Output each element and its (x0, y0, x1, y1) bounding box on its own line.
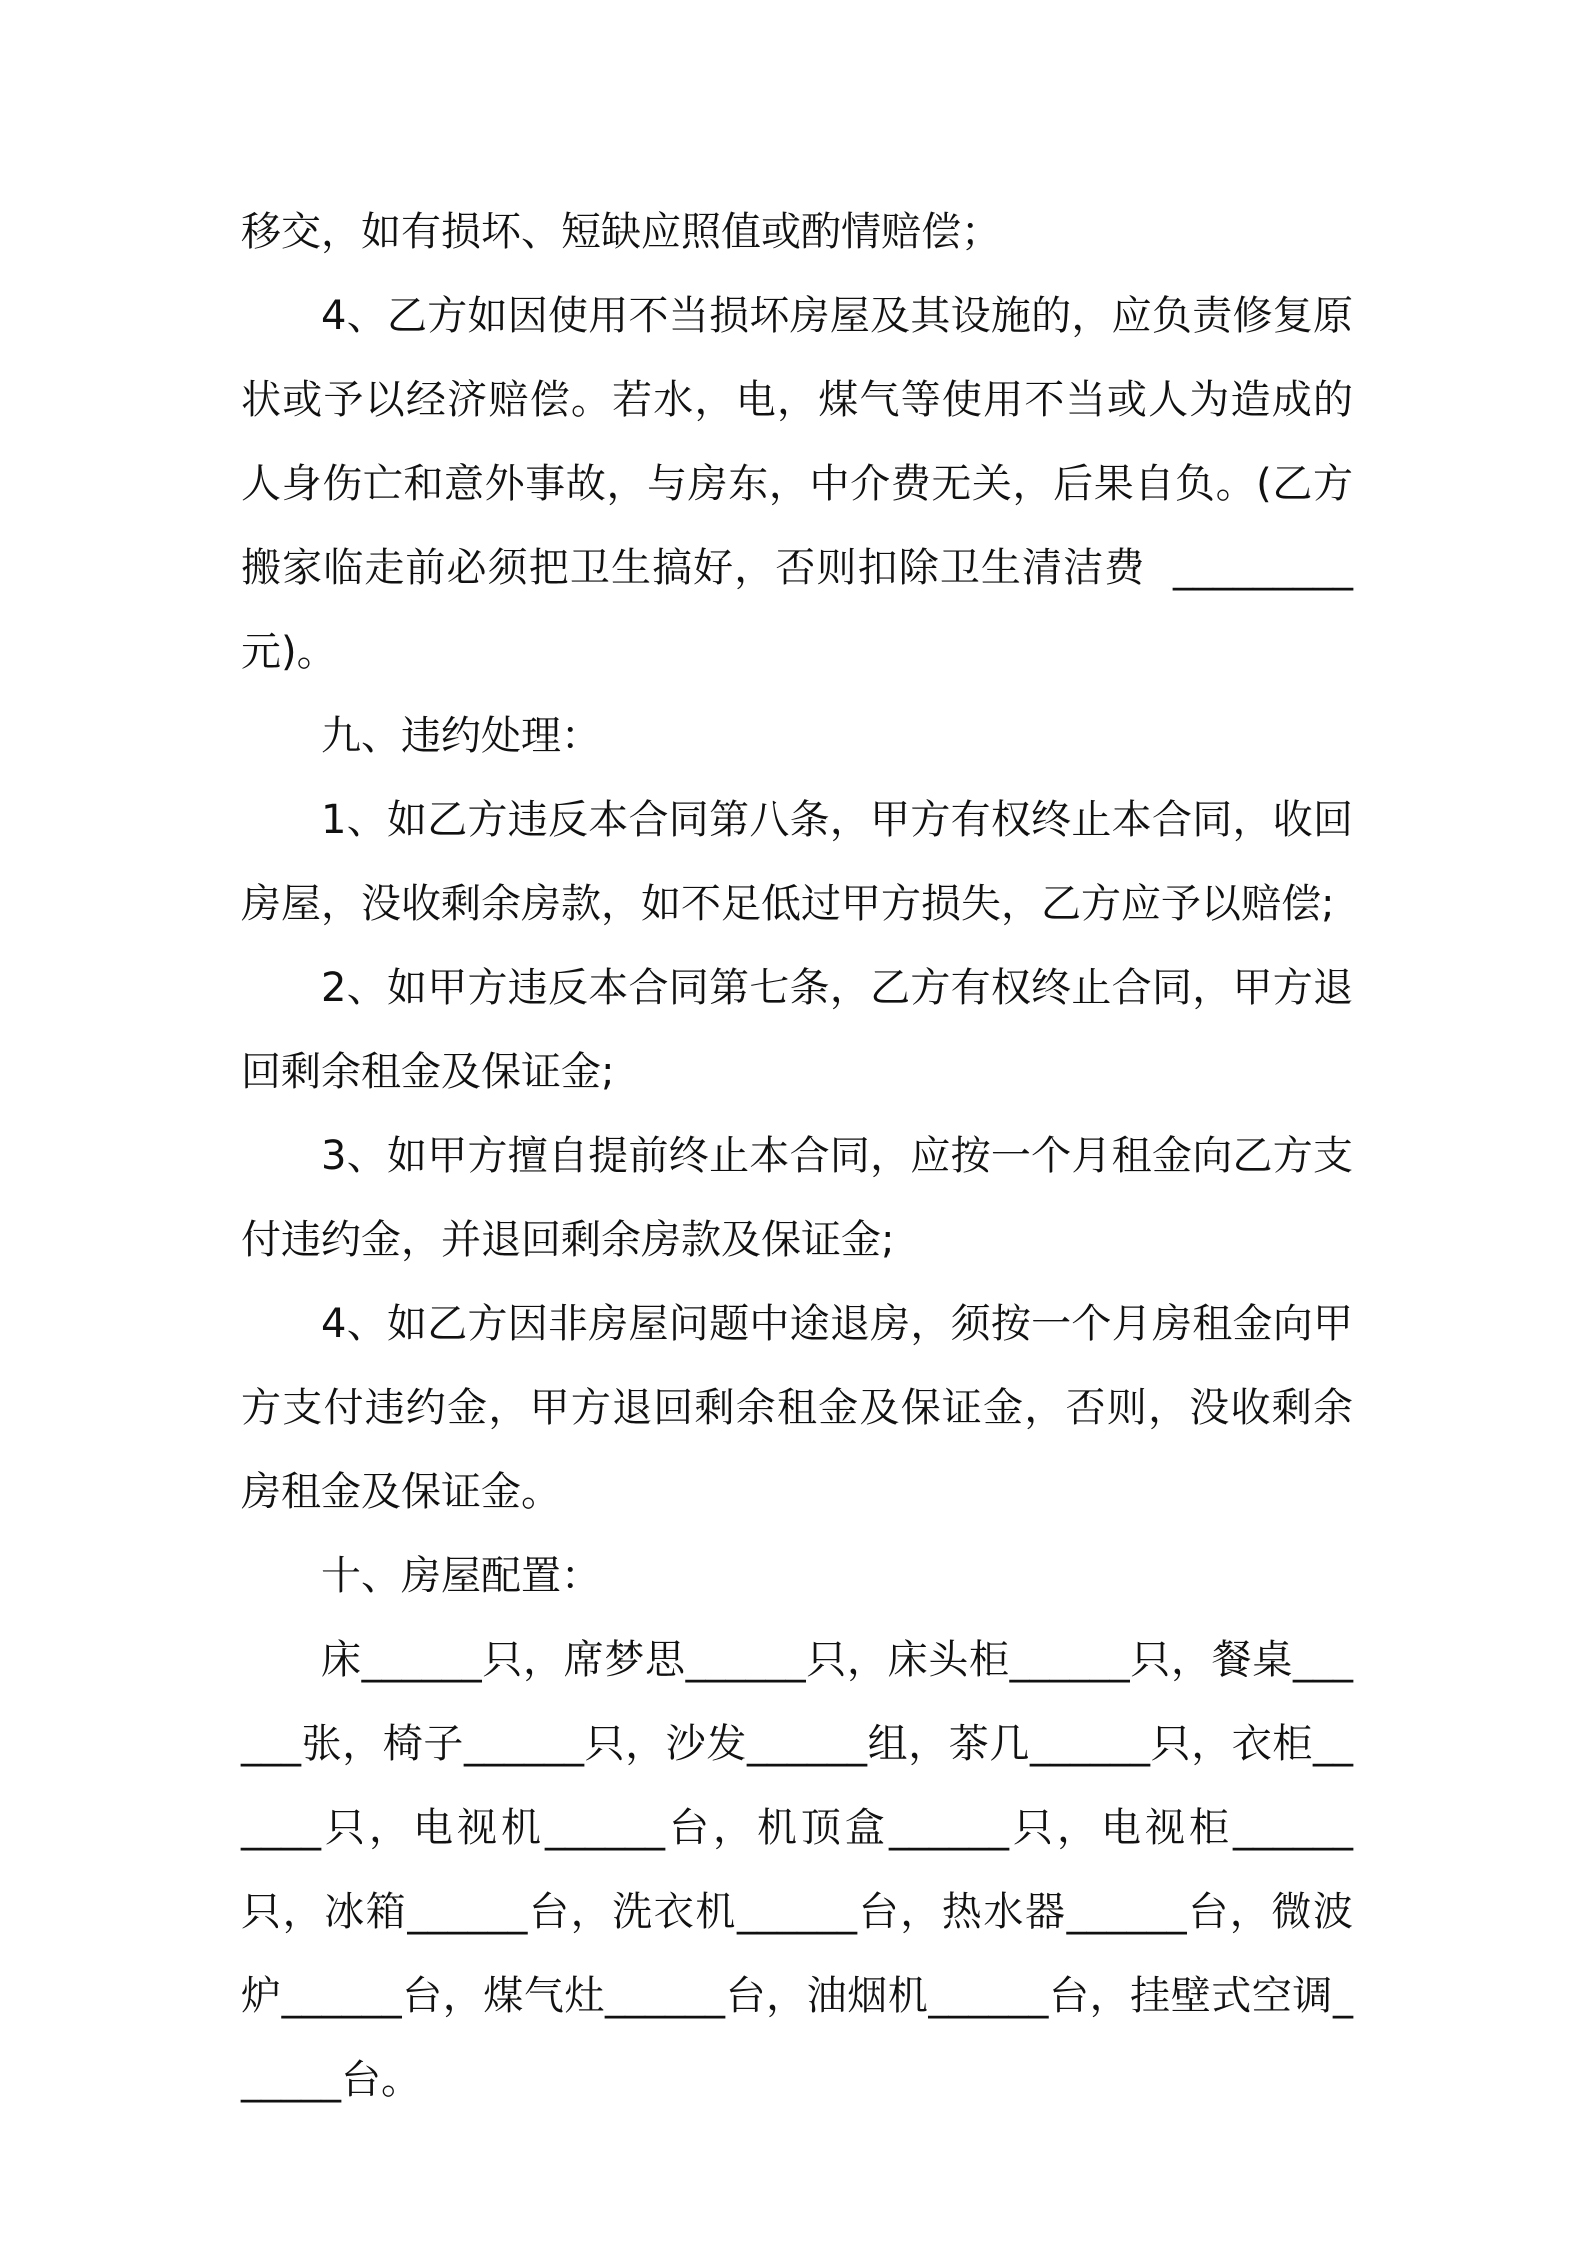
paragraph-clause-4-damage: 4、乙方如因使用不当损坏房屋及其设施的，应负责修复原状或予以经济赔偿。若水，电，煤气等使用不当或人为造成的人身伤亡和意外事故，与房东，中介费无关，后果自负。(乙方搬家临走前必须把卫生搞好，否则扣除卫生清洁费 _________元)。 (241, 293, 1353, 675)
section-heading-furnishings: 十、房屋配置： (321, 1553, 601, 1599)
paragraph-breach-3: 3、如甲方擅自提前终止本合同，应按一个月租金向乙方支付违约金，并退回剩余房款及保证金; (241, 1133, 1353, 1263)
paragraph-breach-1: 1、如乙方违反本合同第八条，甲方有权终止本合同，收回房屋，没收剩余房款，如不足低过甲方损失，乙方应予以赔偿; (241, 797, 1353, 927)
paragraph-breach-4: 4、如乙方因非房屋问题中途退房，须按一个月房租金向甲方支付违约金，甲方退回剩余租金及保证金，否则，没收剩余房租金及保证金。 (241, 1301, 1353, 1515)
paragraph-breach-2: 2、如甲方违反本合同第七条，乙方有权终止合同，甲方退回剩余租金及保证金; (241, 965, 1353, 1095)
section-heading-breach: 九、违约处理： (321, 713, 601, 759)
paragraph-compensation-end: 移交，如有损坏、短缺应照值或酌情赔偿； (241, 209, 1001, 255)
document-body (241, 190, 1353, 2122)
paragraph-furnishings-list: 床______只，席梦思______只，床头柜______只，餐桌______张，椅子______只，沙发______组，茶几______只，衣柜______只，电视机______台，机顶盒______只，电视柜______只，冰箱______台，洗衣机______台，热水器______台，微波炉______台，煤气灶______台，油烟机______台，挂壁式空调______台。 (241, 1637, 1353, 2103)
